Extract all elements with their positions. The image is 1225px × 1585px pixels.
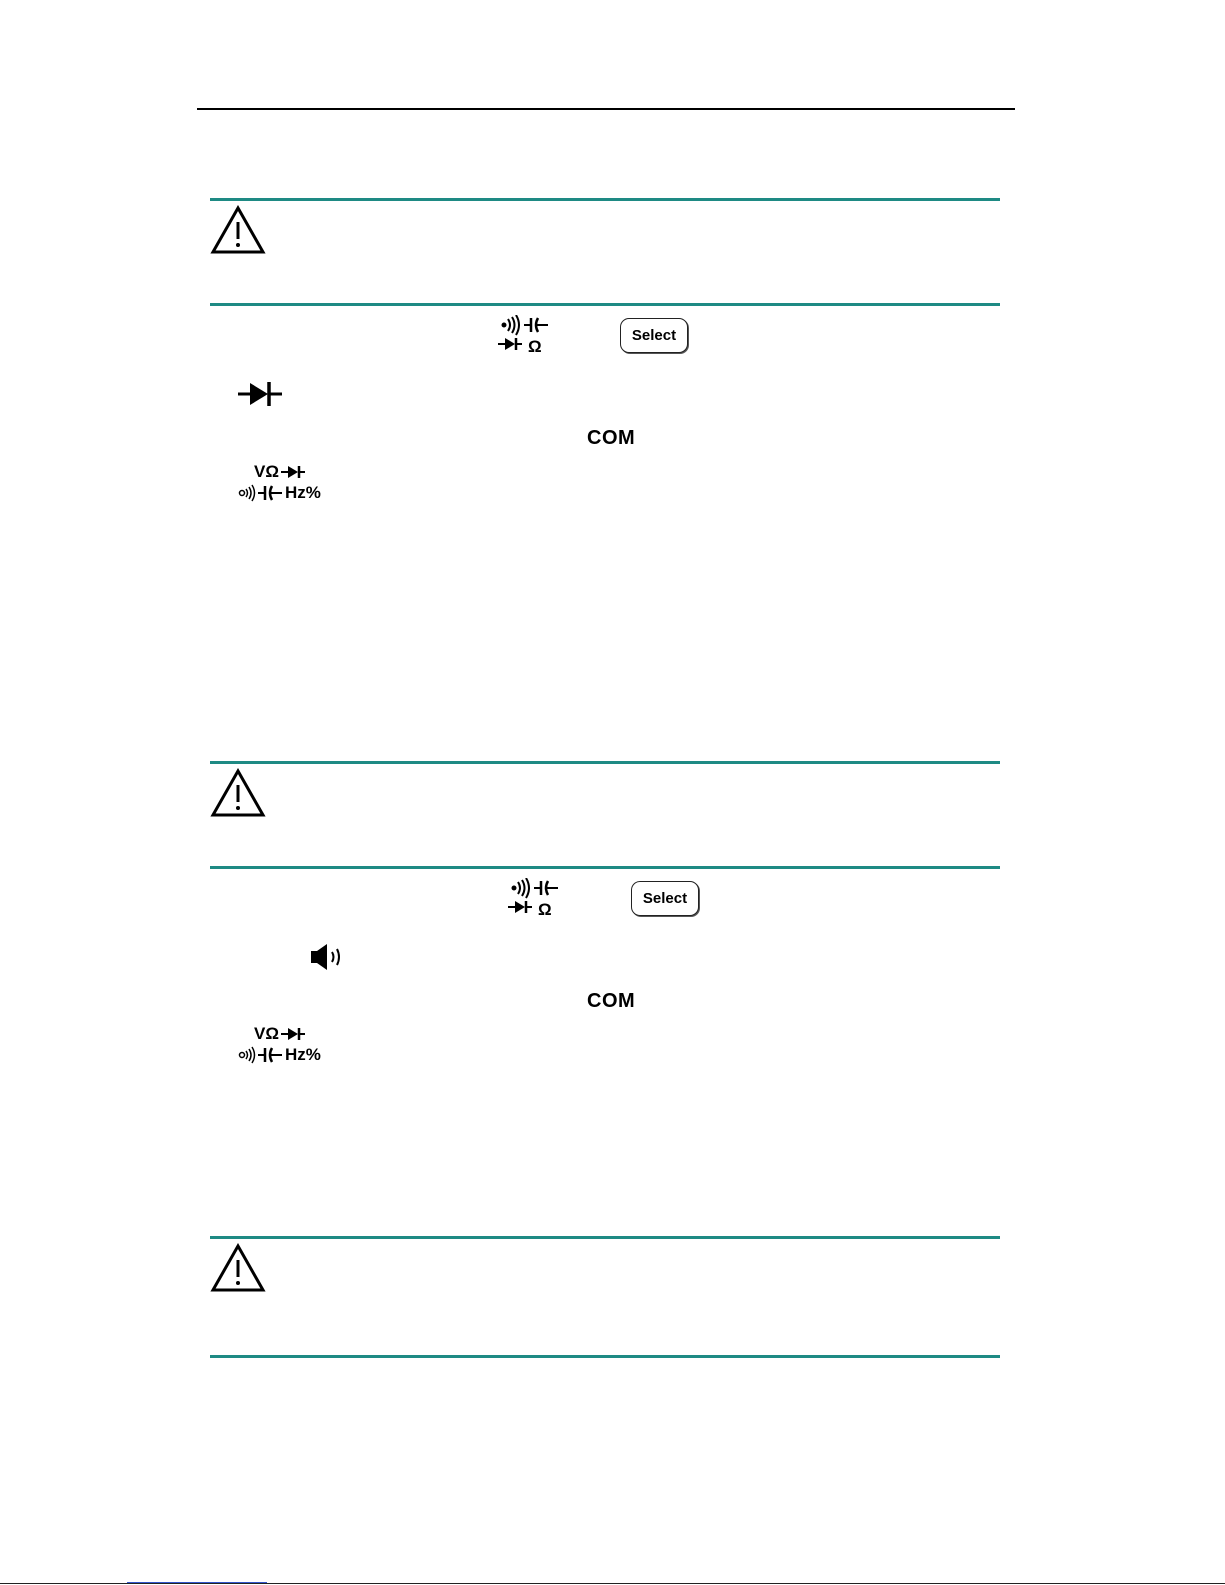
input-terminal-line2: Hz% (285, 1045, 321, 1064)
warning-rule-bottom-1 (210, 303, 1000, 306)
com-terminal-label: COM (587, 427, 636, 449)
input-terminal-label (238, 462, 328, 504)
warning-rule-top-2 (210, 761, 1000, 764)
diode-icon (238, 380, 284, 408)
svg-text:Ω: Ω (528, 337, 542, 355)
diode-small-icon (281, 464, 307, 480)
select-button[interactable]: Select (631, 881, 699, 916)
warning-rule-bottom-3 (210, 1355, 1000, 1358)
warning-triangle-icon (210, 768, 266, 818)
input-terminal-label (238, 1024, 328, 1066)
warning-rule-bottom-2 (210, 866, 1000, 869)
dial-continuity-diode-ohm-icon (506, 878, 564, 918)
warning-triangle-icon (210, 1243, 266, 1293)
warning-triangle-icon (210, 205, 266, 255)
continuity-capacitor-icon (238, 484, 284, 502)
continuity-capacitor-icon (238, 1046, 284, 1064)
input-terminal-line2: Hz% (285, 483, 321, 502)
select-button[interactable]: Select (620, 318, 688, 353)
dial-continuity-diode-ohm-icon (496, 315, 554, 355)
diode-small-icon (281, 1026, 307, 1042)
footer-rule (0, 1583, 1225, 1584)
speaker-icon (310, 943, 350, 971)
input-terminal-line1: VΩ (254, 462, 279, 481)
warning-rule-top-1 (210, 198, 1000, 201)
header-rule (197, 108, 1015, 110)
svg-text:Ω: Ω (538, 900, 552, 918)
com-terminal-label: COM (587, 990, 636, 1012)
input-terminal-line1: VΩ (254, 1024, 279, 1043)
warning-rule-top-3 (210, 1236, 1000, 1239)
